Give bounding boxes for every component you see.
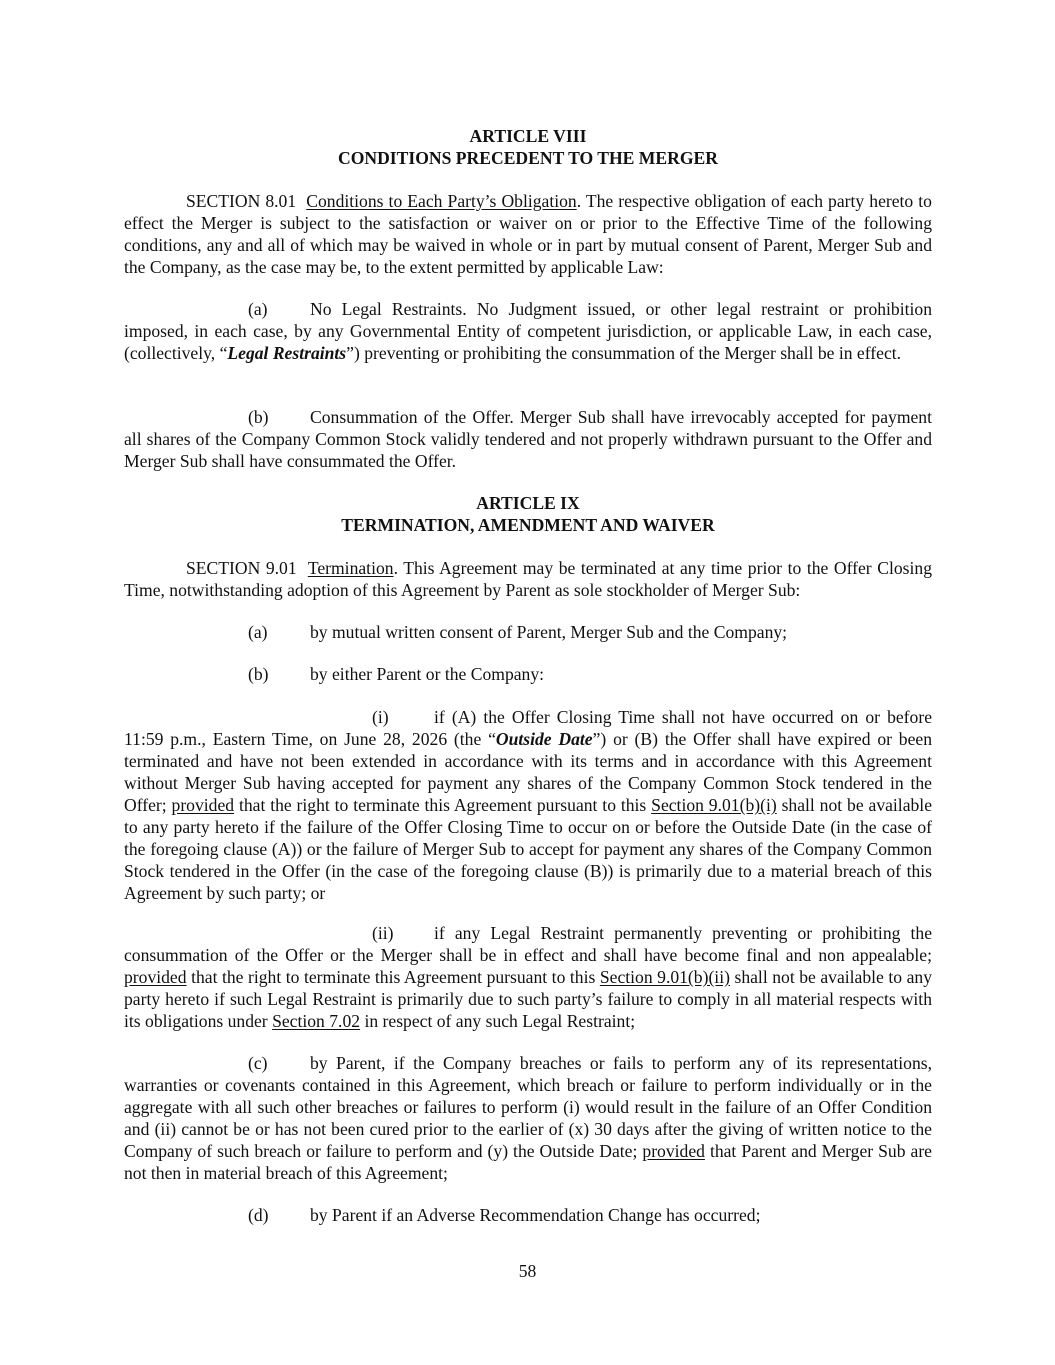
defined-term-outside-date: Outside Date: [495, 729, 593, 749]
clause-label: (b): [248, 664, 269, 684]
clause-label: (ii): [372, 923, 394, 943]
section-9-01-b-i: (i) if (A) the Offer Closing Time shall not have occurred on or before 11:59 p.m., Eastern Time, on June 28, 2026 (the “Outside Date”) or (B) the Offer shall have expired or been terminated and have not been extended in accordance with its terms and in accordance with this Agreement without Merger Sub having accepted for payment any shares of the Company Common Stock tendered in the Offer; provided that the right to terminate this Agreement pursuant to this Section 9.01(b)(i) shall not be available to any party hereto if the failure of the Offer Closing Time to occur on or before the Outside Date (in the case of the foregoing clause (A)) or the failure of Merger Sub to accept for payment any shares of the Company Common Stock tendered in the Offer (in the case of the foregoing clause (B)) is primarily due to a material breach of this Agreement by such party; or: [124, 707, 932, 903]
article-8-title: CONDITIONS PRECEDENT TO THE MERGER: [338, 148, 718, 168]
article-9-heading: [124, 492, 932, 536]
section-9-01-a: (a) by mutual written consent of Parent, Merger Sub and the Company;: [248, 622, 788, 642]
clause-label: (c): [248, 1053, 268, 1073]
cross-reference: Section 7.02: [272, 1011, 361, 1031]
section-8-01: SECTION 8.01 Conditions to Each Party’s Obligation. The respective obligation of each party hereto to effect the Merger is subject to the satisfaction or waiver on or prior to the Effective Time of the following conditions, any and all of which may be waived in whole or in part by mutual consent of Parent, Merger Sub and the Company, as the case may be, to the extent permitted by applicable Law:: [124, 191, 932, 277]
article-9-number: ARTICLE IX: [476, 493, 580, 513]
clause-label: (a): [248, 622, 268, 642]
article-8-number: ARTICLE VIII: [469, 126, 587, 146]
cross-reference: Section 9.01(b)(i): [651, 795, 777, 815]
section-9-01-b-ii: (ii) if any Legal Restraint permanently preventing or prohibiting the consummation of the Offer or the Merger shall be in effect and shall have become final and non appealable; provided that the right to terminate this Agreement pursuant to this Section 9.01(b)(ii) shall not be available to any party hereto if such Legal Restraint is primarily due to such party’s failure to comply in all material respects with its obligations under Section 7.02 in respect of any such Legal Restraint;: [124, 923, 932, 1031]
section-9-01: SECTION 9.01 Termination. This Agreement may be terminated at any time prior to the Offer Closing Time, notwithstanding adoption of this Agreement by Parent as sole stockholder of Merger Sub:: [124, 558, 932, 600]
clause-label: (d): [248, 1205, 269, 1225]
section-8-01-b: (b) Consummation of the Offer. Merger Sub shall have irrevocably accepted for payment all shares of the Company Common Stock validly tendered and not properly withdrawn pursuant to the Offer and Merger Sub shall have consummated the Offer.: [124, 407, 932, 471]
section-9-01-heading: Termination: [307, 558, 394, 578]
defined-term-legal-restraints: Legal Restraints: [227, 343, 347, 363]
clause-label: (i): [372, 707, 389, 727]
section-8-01-label: SECTION 8.01: [186, 191, 297, 211]
section-9-01-b: (b) by either Parent or the Company:: [248, 664, 545, 684]
clause-label: (a): [248, 299, 268, 319]
section-8-01-heading: Conditions to Each Party’s Obligation: [306, 191, 577, 211]
article-8-heading: [124, 125, 932, 169]
section-9-01-d: (d) by Parent if an Adverse Recommendation Change has occurred;: [248, 1205, 761, 1225]
section-9-01-c: (c) by Parent, if the Company breaches or fails to perform any of its representations, warranties or covenants contained in this Agreement, which breach or failure to perform individually or in the aggregate with all such other breaches or failures to perform (i) would result in the failure of an Offer Condition and (ii) cannot be or has not been cured prior to the earlier of (x) 30 days after the giving of written notice to the Company of such breach or failure to perform and (y) the Outside Date; provided that Parent and Merger Sub are not then in material breach of this Agreement;: [124, 1053, 932, 1183]
section-9-01-label: SECTION 9.01: [186, 558, 297, 578]
clause-label: (b): [248, 407, 269, 427]
article-9-title: TERMINATION, AMENDMENT AND WAIVER: [341, 515, 715, 535]
cross-reference: Section 9.01(b)(ii): [599, 967, 730, 987]
page-number: 58: [518, 1261, 537, 1281]
section-8-01-a: (a) No Legal Restraints. No Judgment issued, or other legal restraint or prohibition imposed, in each case, by any Governmental Entity of competent jurisdiction, or applicable Law, in each case, (collectively, “Legal Restraints”) preventing or prohibiting the consummation of the Merger shall be in effect.: [124, 299, 932, 363]
